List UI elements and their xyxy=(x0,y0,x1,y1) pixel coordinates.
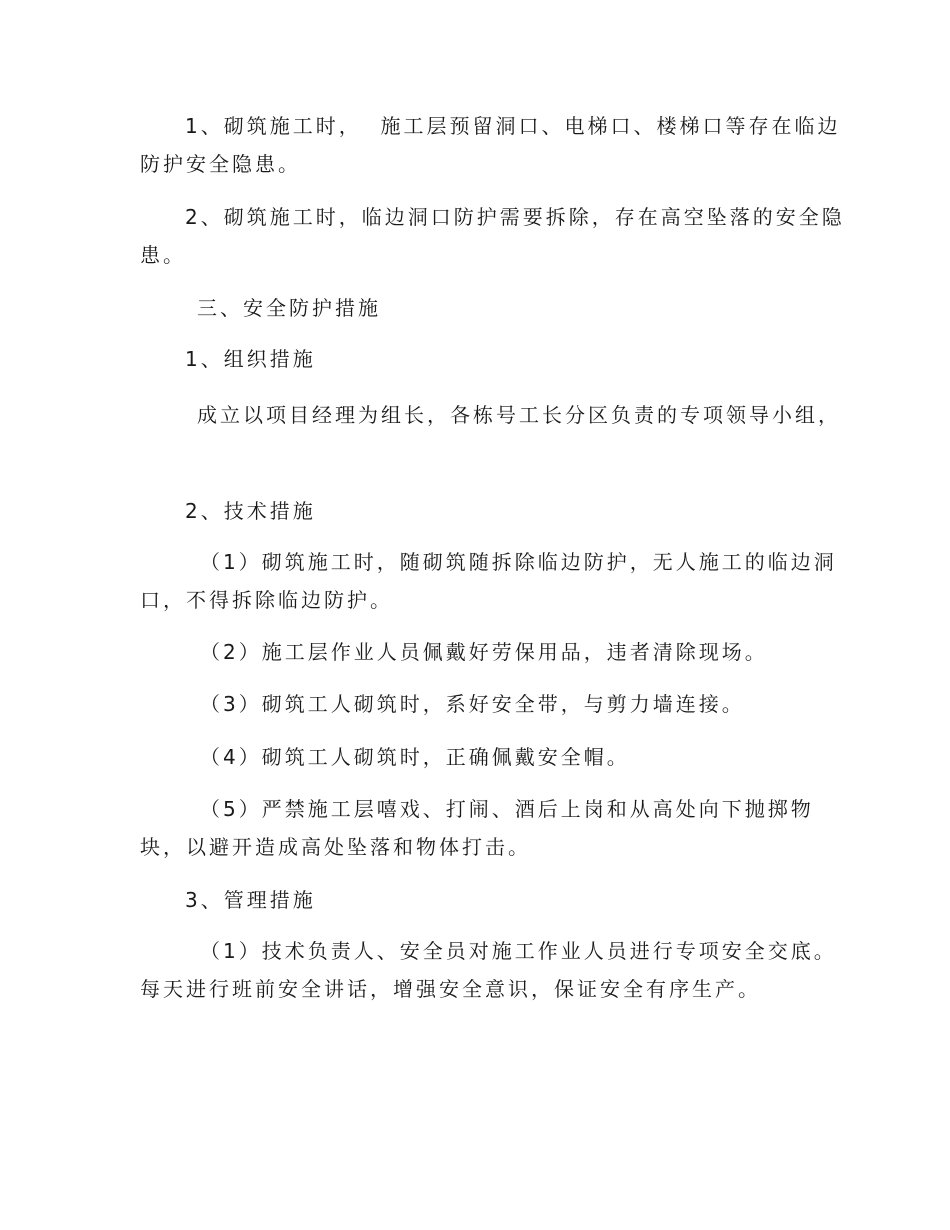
subheading-management: 3、管理措施 xyxy=(185,888,316,912)
section-heading: 三、安全防护措施 xyxy=(197,296,381,320)
paragraph-1-line-1: 1、砌筑施工时， 施工层预留洞口、电梯口、楼梯口等存在临边 xyxy=(185,114,841,138)
technical-item-4: （4）砌筑工人砌筑时，正确佩戴安全帽。 xyxy=(200,745,630,769)
management-item-1-line-2: 每天进行班前安全讲话，增强安全意识，保证安全有序生产。 xyxy=(140,977,761,1001)
paragraph-1-line-2: 防护安全隐患。 xyxy=(140,152,301,176)
technical-item-5-line-1: （5）严禁施工层嘻戏、打闹、酒后上岗和从高处向下抛掷物 xyxy=(200,797,814,821)
technical-item-2: （2）施工层作业人员佩戴好劳保用品，违者清除现场。 xyxy=(200,640,768,664)
subheading-technical: 2、技术措施 xyxy=(185,499,316,523)
organization-text: 成立以项目经理为组长，各栋号工长分区负责的专项领导小组， xyxy=(197,403,841,427)
technical-item-1-line-1: （1）砌筑施工时，随砌筑随拆除临边防护，无人施工的临边洞 xyxy=(200,550,837,574)
technical-item-3: （3）砌筑工人砌筑时，系好安全带，与剪力墙连接。 xyxy=(200,692,745,716)
paragraph-2-line-1: 2、砌筑施工时，临边洞口防护需要拆除，存在高空坠落的安全隐 xyxy=(185,205,845,229)
paragraph-2-line-2: 患。 xyxy=(140,243,186,267)
management-item-1-line-1: （1）技术负责人、安全员对施工作业人员进行专项安全交底。 xyxy=(200,939,837,963)
technical-item-5-line-2: 块，以避开造成高处坠落和物体打击。 xyxy=(140,835,531,859)
technical-item-1-line-2: 口，不得拆除临边防护。 xyxy=(140,588,393,612)
subheading-organization: 1、组织措施 xyxy=(185,347,316,371)
